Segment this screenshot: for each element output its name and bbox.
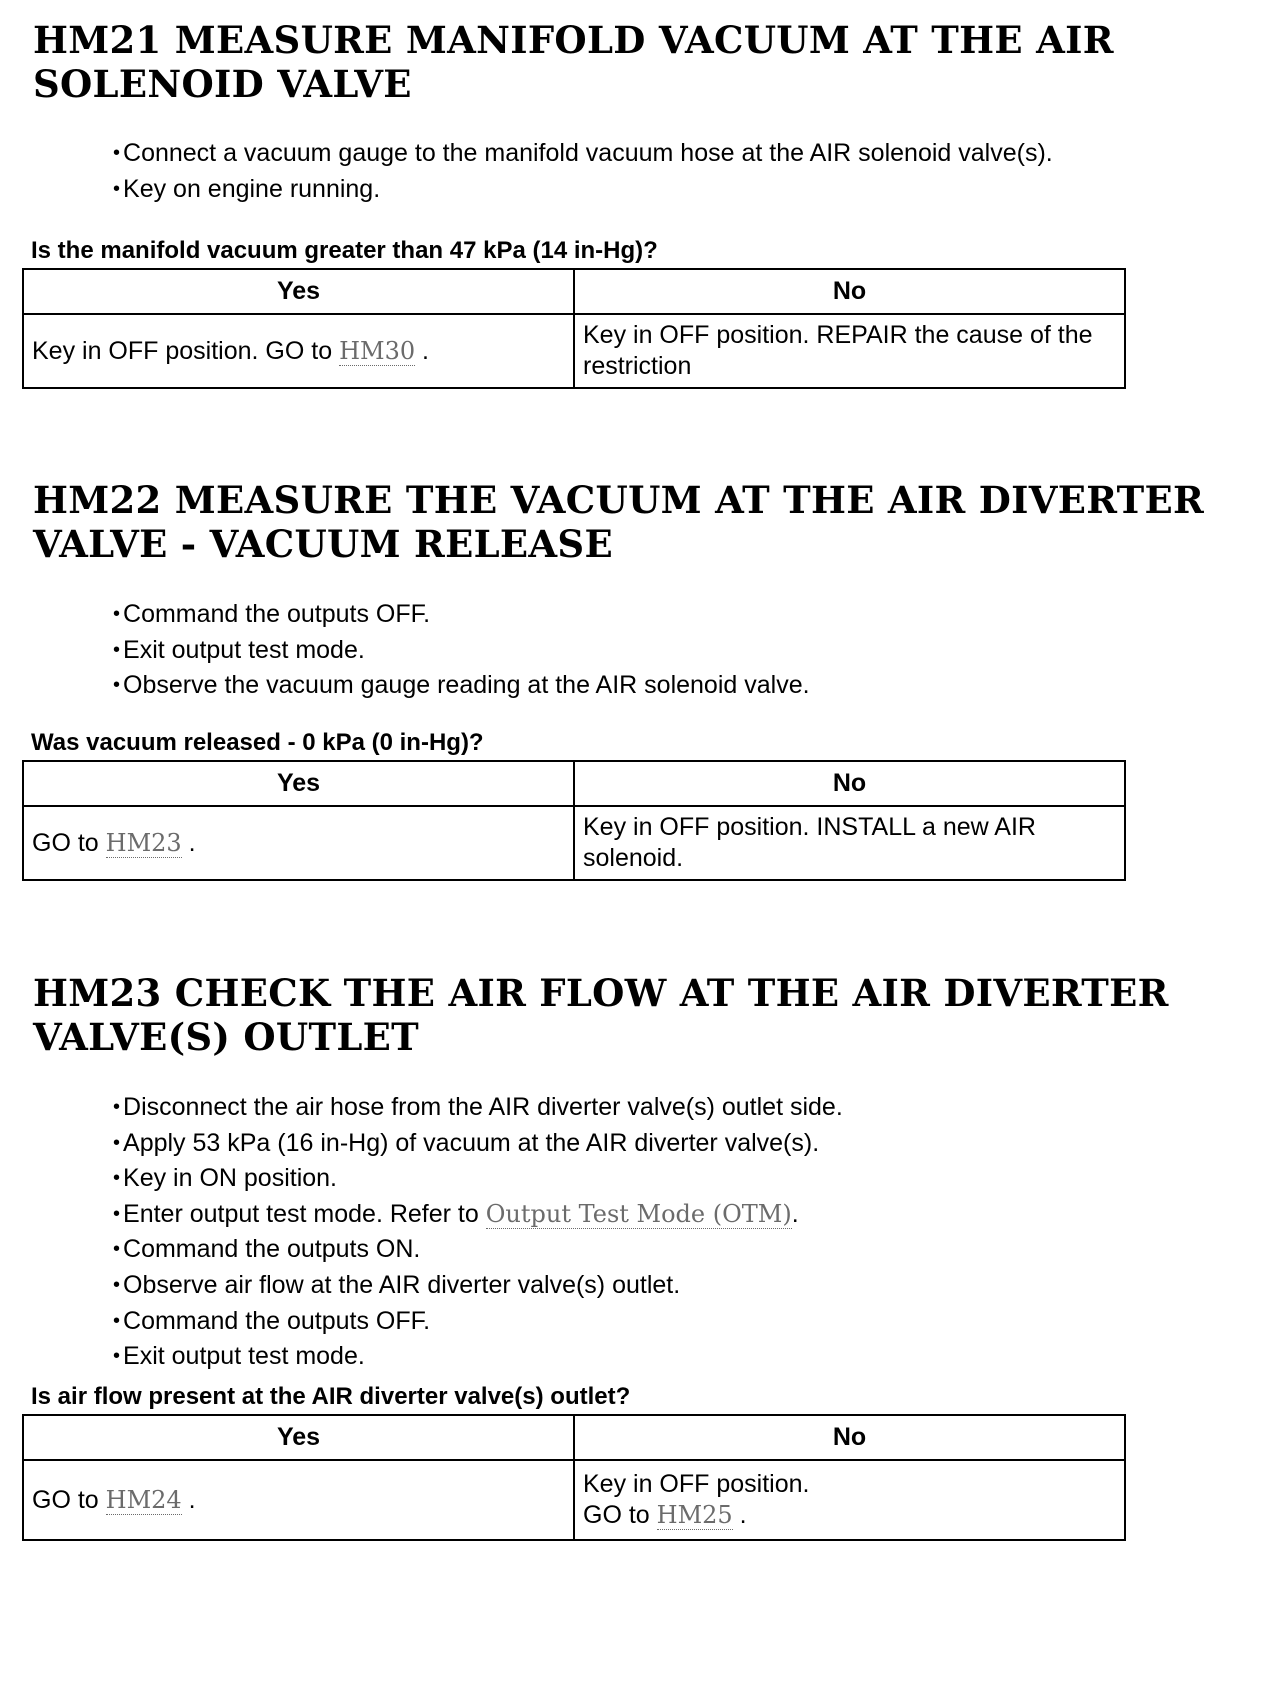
question: Was vacuum released - 0 kPa (0 in-Hg)?: [31, 729, 484, 756]
yes-after: .: [415, 336, 430, 365]
yes-after: .: [181, 1485, 196, 1514]
instruction-item: • Exit output test mode.: [113, 1340, 843, 1376]
instruction-item: • Disconnect the air hose from the AIR diverter valve(s) outlet side.: [113, 1091, 843, 1127]
instruction-item: [113, 1198, 843, 1234]
yes-header: Yes: [23, 761, 574, 806]
instruction-item: • Key on engine running.: [113, 173, 1053, 209]
yes-header: Yes: [23, 269, 574, 314]
instruction-list: [113, 598, 810, 705]
yes-text: GO to: [32, 828, 106, 857]
no-cell: Key in OFF position. REPAIR the cause of the restriction: [574, 314, 1125, 388]
no-after: .: [732, 1501, 747, 1529]
instruction-item: • Command the outputs ON.: [113, 1233, 843, 1269]
yes-cell: [23, 1460, 574, 1540]
yes-text: GO to: [32, 1485, 106, 1514]
instruction-after: .: [791, 1199, 799, 1228]
hm23-link[interactable]: HM23: [105, 828, 182, 857]
instruction-item: • Connect a vacuum gauge to the manifold vacuum hose at the AIR solenoid valve(s).: [113, 137, 1053, 173]
instruction-item: • Key in ON position.: [113, 1162, 843, 1198]
decision-table: [22, 1414, 1126, 1541]
instruction-item: • Apply 53 kPa (16 in-Hg) of vacuum at the AIR diverter valve(s).: [113, 1127, 843, 1163]
step-title: HM21 MEASURE MANIFOLD VACUUM AT THE AIR SOLENOID VALVE: [33, 18, 1114, 106]
no-cell: [574, 1460, 1125, 1540]
instruction-item: • Observe the vacuum gauge reading at the AIR solenoid valve.: [113, 669, 810, 705]
no-text2: GO to: [583, 1501, 657, 1529]
no-text: Key in OFF position.: [583, 1470, 810, 1498]
no-goto: [583, 1500, 1116, 1531]
instruction-item: • Exit output test mode.: [113, 634, 810, 670]
instruction-item: • Command the outputs OFF.: [113, 598, 810, 634]
yes-after: .: [181, 828, 196, 857]
yes-header: Yes: [23, 1415, 574, 1460]
otm-link[interactable]: Output Test Mode (OTM): [485, 1199, 792, 1228]
no-header: No: [574, 1415, 1125, 1460]
no-header: No: [574, 269, 1125, 314]
no-cell: Key in OFF position. INSTALL a new AIR solenoid.: [574, 806, 1125, 880]
question: Is the manifold vacuum greater than 47 kPa (14 in-Hg)?: [31, 237, 658, 264]
hm24-link[interactable]: HM24: [105, 1485, 182, 1514]
hm30-link[interactable]: HM30: [339, 336, 416, 365]
instruction-item: • Observe air flow at the AIR diverter valve(s) outlet.: [113, 1269, 843, 1305]
question: Is air flow present at the AIR diverter valve(s) outlet?: [31, 1383, 631, 1410]
instruction-item: • Command the outputs OFF.: [113, 1305, 843, 1341]
decision-table: [22, 268, 1126, 389]
decision-table: [22, 760, 1126, 881]
yes-cell: [23, 314, 574, 388]
step-title: HM22 MEASURE THE VACUUM AT THE AIR DIVERTER VALVE - VACUUM RELEASE: [33, 478, 1205, 566]
instruction-text: Enter output test mode. Refer to: [123, 1199, 486, 1228]
instruction-list: [113, 137, 1053, 208]
step-title: HM23 CHECK THE AIR FLOW AT THE AIR DIVERTER VALVE(S) OUTLET: [33, 971, 1169, 1059]
no-header: No: [574, 761, 1125, 806]
yes-text: Key in OFF position. GO to: [32, 336, 340, 365]
hm25-link[interactable]: HM25: [656, 1501, 733, 1529]
yes-cell: [23, 806, 574, 880]
instruction-list: [113, 1091, 843, 1376]
